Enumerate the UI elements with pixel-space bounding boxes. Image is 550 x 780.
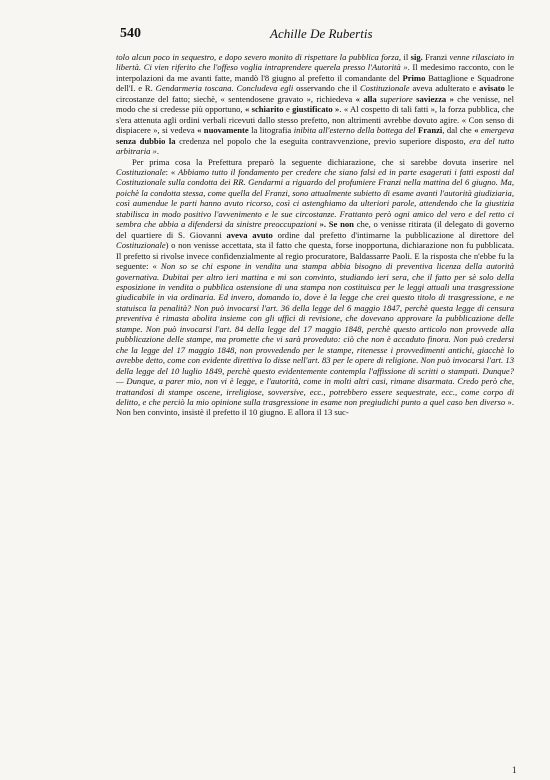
page-number: 540	[120, 26, 141, 41]
body-text	[116, 52, 514, 418]
running-head: Achille De Rubertis	[270, 26, 373, 41]
paragraph: tolo alcun poco in sequestro, e dopo severo monito di rispettare la pubblica forza, il sig. Franzi venne rilasciato in libertà. Ci vien riferito che l'offeso voglia intraprendere querela presso l'Autorità ». Il medesimo racconto, con le interpolazioni da me avanti fatte, mandò l'8 giugno al prefetto il comandante del Primo Battaglione e Squadrone dell'I. e R. Gendarmeria toscana. Concludeva egli osservando che il Costituzionale aveva adulterato e avisato le circostanze del fatto; siechè, « sentendosene gravato », richiedeva « alla superiore saviezza » che venisse, nel modo che si credesse più opportuno, « schiarito e giustificato ». « Al cospetto di tali fatti », la forza pubblica, che s'era attenuta agli ordini verbali ricevuti dallo stesso prefetto, non altrimenti avrebbe dovuto agire. « Con senso di dispiacere », si vedeva « nuovamente la litografia inibita all'esterno della bottega del Franzi, dal che « emergeva senza dubbio la credenza nel popolo che la eseguita contravvenzione, previo superiore disposto, era del tutto arbitraria ».	[116, 52, 515, 157]
paragraph: Per prima cosa la Prefettura preparò la seguente dichiarazione, che si sarebbe dovuta inserire nel Costituzionale: « Abbiamo tutto il fondamento per credere che siano falsi ed in parte esagerati i fatti esposti dal Costituzionale sulla condotta dei RR. Gendarmi a riguardo del profumiere Franzi nella mattina del 6 giugno. Ma, poichè la condotta stessa, come quella del Franzi, sono attualmente subietto di esame avanti l'autorità giudiziaria, così aumendue le parti hanno avuto ricorso, così ci astenghiamo da ulteriori parole, attendendo che la giustizia stabilisca in modo positivo l'avvenimento e le sue circostanze. Frattanto però ogni amico del vero e del retto ci sembra che abbia a difendersi da sinistre preoccupazioni ». Se non che, o venisse ritirata (il delegato di governo del quartiere di S. Giovanni aveva avuto ordine dal prefetto d'intimarne la pubblicazione al direttore del Costituzionale) o non venisse accettata, sta il fatto che questa, forse inopportuna, dichiarazione non fu pubblicata. Il prefetto si rivolse invece confidenzialmente al regio procuratore, Baldassarre Paoli. E la risposta che n'ebbe fu la seguente: « Non so se chi espone in vendita una stampa abbia bisogno di preventiva licenza della autorità governativa. Dubitai per altro ieri mattina e mi son convinto, studiando ieri sera, che il fatto per sè solo della esposizione in vendita o pubblica ostensione di una stampa non costituisca per le leggi attuali una trasgressione giudicabile in via ordinaria. Ed invero, domando io, dove è la legge che crei questo titolo di trasgressione, e ne statuisca la penalità? Non può invocarsi l'art. 36 della legge del 6 maggio 1847, perchè questa legge di censura preventiva è rimasta abolita insieme con gli uffici di revisione, che dovevano approvare la pubblicazione delle stampe. Non può invocarsi l'art. 84 della legge del 17 maggio 1848, perchè questo articolo non provvede alla pubblicazione delle stampe, ma promette che vi sarà proveduto: ciò che non è accaduto finora. Non può credersi che la legge del 17 maggio 1848, non provvedendo per le stampe, ritenesse i provvedimenti antichi, giacchè lo avrebbe detto, come con evidente direttiva lo disse nell'art. 83 per le opere di religione. Non può invocarsi l'art. 13 della legge del 10 luglio 1849, perchè questo evidentemente contempla l'affissione di scritti o stampati. Dunque? — Dunque, a parer mio, non vi è legge, e l'autorità, come in molti altri casi, rimane disarmata. Credo però che, trattandosi di stampe oscene, irreligiose, sovversive, ecc., potrebbero essere sequestrate, ecc., come corpo di delitto, e che perciò la mio opinione sulla trasgressione in esame non pregiudichi punto a quel caso ben diverso ». Non ben convinto, insistè il prefetto il 10 giugno. E allora il 13 suc-	[116, 156, 515, 418]
page-header	[120, 26, 500, 50]
margin-mark: 1	[512, 765, 517, 775]
